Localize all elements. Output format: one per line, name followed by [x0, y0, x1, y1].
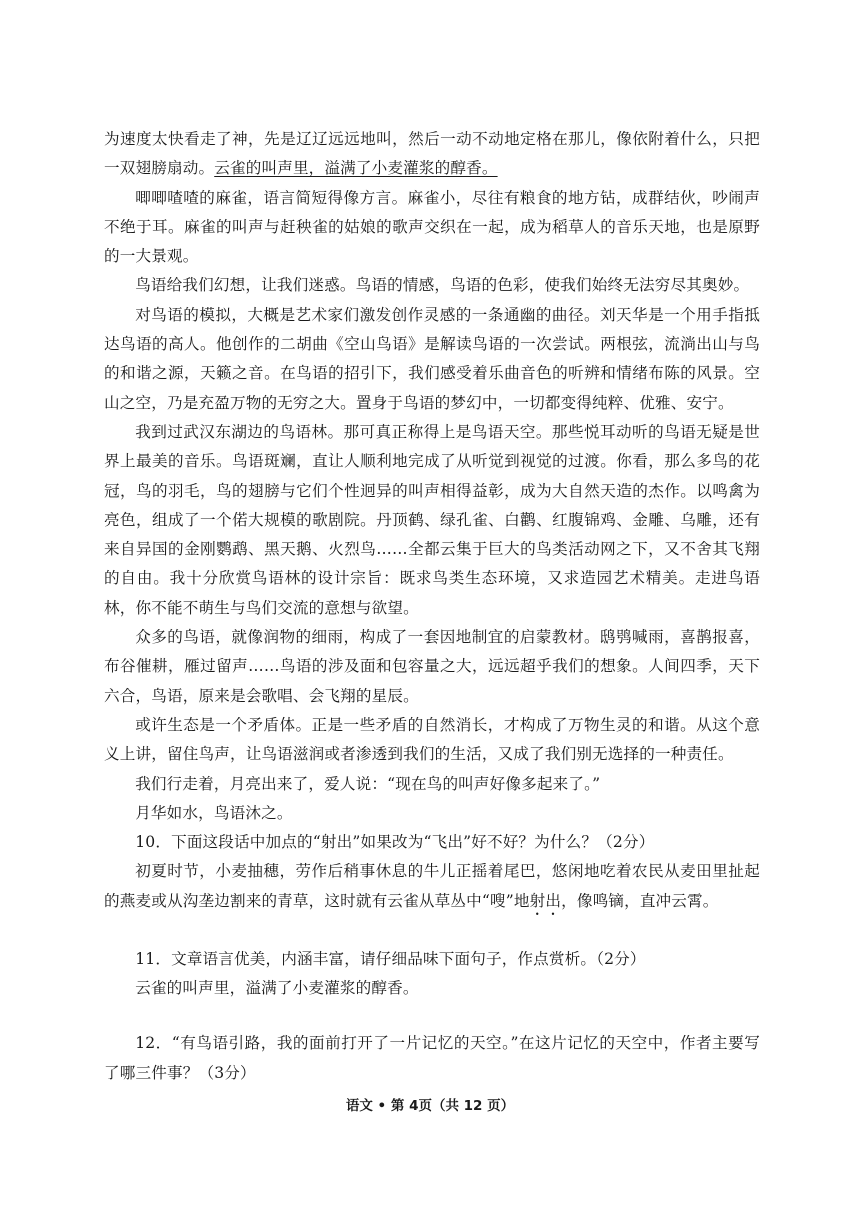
passage-paragraph-7: 我们行走着，月亮出来了，爱人说：“现在鸟的叫声好像多起来了。”: [135, 774, 601, 793]
passage-paragraph-4: 我到过武汉东湖边的鸟语林。那可真正称得上是鸟语天空。那些悦耳动听的鸟语无疑是世界上最美的音乐。鸟语斑斓，直让人顺利地完成了从听觉到视觉的过渡。你看，那么多鸟的花冠，鸟的羽毛，鸟的翅膀与它们个性迥异的叫声相得益彰，成为大自然天造的杰作。以鸣禽为亮色，组成了一个偌大规模的歌剧院。丹顶鹤、绿孔雀、白鹳、红腹锦鸡、金雕、乌雕，还有来自异国的金刚鹦鹉、黑天鹅、火烈鸟……全都云集于巨大的鸟类活动网之下，又不舍其飞翔的自由。我十分欣赏鸟语林的设计宗旨：既求鸟类生态环境，又求造园艺术精美。走进鸟语林，你不能不萌生与鸟们交流的意想与欲望。: [104, 422, 760, 617]
answer-space-11: [104, 1003, 760, 1029]
passage-paragraph-0: [104, 125, 760, 184]
answer-space-10: [104, 919, 760, 945]
passage-paragraph-8: 月华如水，鸟语沐之。: [135, 803, 293, 822]
dotted-word: 射出: [529, 891, 562, 910]
quote-text: 初夏时节，小麦抽穗，劳作后稍事休息的牛儿正摇着尾巴，悠闲地吃着农民从麦田里扯起的燕麦或从沟垄边割来的青草，这时就有云雀从草丛中“嗖”地: [104, 862, 760, 910]
passage-paragraph-5: 众多的鸟语，就像润物的细雨，构成了一套因地制宜的启蒙教材。鸱鸮喊雨，喜鹊报喜，布谷催耕，雁过留声……鸟语的涉及面和包容量之大，远远超乎我们的想象。人间四季，天下六合，鸟语，原来是会歌唱、会飞翔的星辰。: [104, 628, 760, 705]
question-10-quote: [104, 857, 760, 918]
page-footer: 语文 • 第 4页（共 12 页）: [345, 1098, 515, 1114]
page-content: [104, 125, 760, 1088]
passage-text: 为速度太快看走了神，先是辽辽远远地叫，然后一动不动地定格在那儿，像依附着什么，只把一双翅膀扇动。: [104, 130, 760, 178]
underlined-sentence: 云雀的叫声里，溢满了小麦灌浆的醇香。: [214, 159, 498, 178]
question-11-quote: 云雀的叫声里，溢满了小麦灌浆的醇香。: [135, 979, 419, 998]
passage-paragraph-3: 对鸟语的模拟，大概是艺术家们激发创作灵感的一条通幽的曲径。刘天华是一个用手指抵达鸟语的高人。他创作的二胡曲《空山鸟语》是解读鸟语的一次尝试。两根弦，流淌出山与鸟的和谐之源，天籁之音。在鸟语的招引下，我们感受着乐曲音色的听辨和情绪布陈的风景。空山之空，乃是充盈万物的无穷之大。置身于鸟语的梦幻中，一切都变得纯粹、优雅、安宁。: [104, 305, 760, 412]
passage-paragraph-2: 鸟语给我们幻想，让我们迷惑。鸟语的情感，鸟语的色彩，使我们始终无法穷尽其奥妙。: [135, 276, 750, 295]
question-11: 11．文章语言优美，内涵丰富，请仔细品味下面句子，作点赏析。（2分）: [135, 949, 646, 968]
question-10: 10．下面这段话中加点的“射出”如果改为“飞出”好不好？为什么？（2分）: [135, 833, 655, 852]
question-12: 12．“有鸟语引路，我的面前打开了一片记忆的天空。”在这片记忆的天空中，作者主要写了哪三件事？（3分）: [104, 1034, 760, 1082]
passage-paragraph-6: 或许生态是一个矛盾体。正是一些矛盾的自然消长，才构成了万物生灵的和谐。从这个意义上讲，留住鸟声，让鸟语滋润或者渗透到我们的生活，又成了我们别无选择的一种责任。: [104, 715, 760, 764]
quote-text-end: ，像鸣镝，直冲云霄。: [561, 891, 719, 910]
passage-paragraph-1: 唧唧喳喳的麻雀，语言简短得像方言。麻雀小，尽往有粮食的地方钻，成群结伙，吵闹声不绝于耳。麻雀的叫声与赶秧雀的姑娘的歌声交织在一起，成为稻草人的音乐天地，也是原野的一大景观。: [104, 188, 760, 266]
